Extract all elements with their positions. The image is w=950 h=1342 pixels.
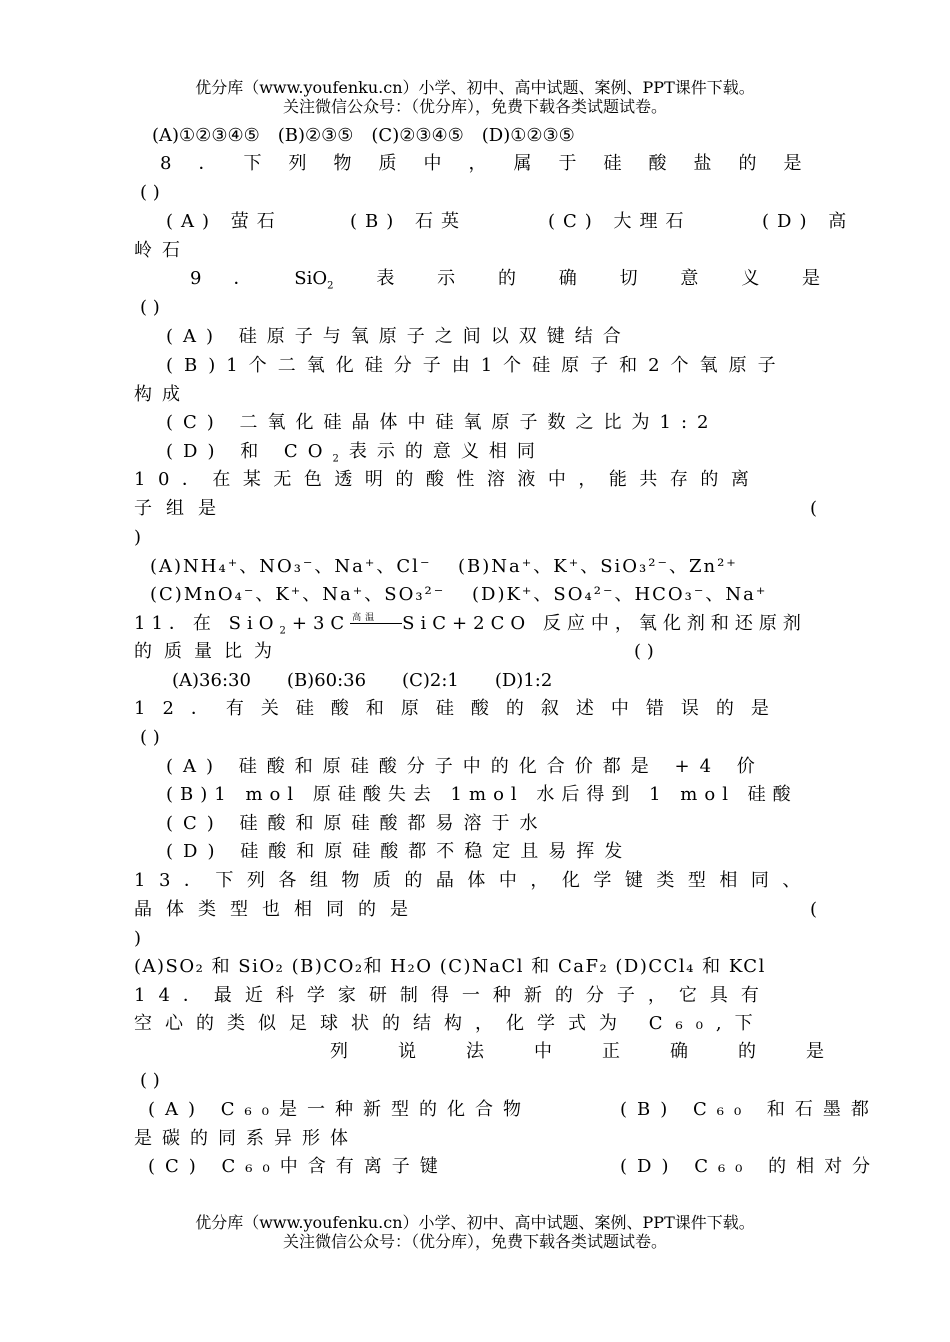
q10-paren-close: ) [134, 527, 142, 548]
q9-char: 切 [619, 268, 638, 289]
q10-option-c: (C)MnO₄⁻、K⁺、Na⁺、SO₃²⁻ [150, 584, 446, 605]
header-line-1: 优分库（www.youfenku.cn）小学、初中、高中试题、案例、PPT课件下载。 [195, 78, 755, 97]
q14-stem: 14．最近科学家研制得一种新的分子，它具有 [134, 985, 772, 1006]
q9-number: 9 ． [190, 268, 252, 289]
reaction-condition: 高温 [352, 613, 379, 623]
q14-option-c: (C) C₆₀中含有离子键 [148, 1156, 448, 1177]
q10-option-d: (D)K⁺、SO₄²⁻、HCO₃⁻、Na⁺ [472, 584, 768, 605]
q10-option-b: (B)Na⁺、K⁺、SiO₃²⁻、Zn²⁺ [458, 556, 738, 577]
q12-paren: ( ) [140, 727, 160, 748]
q9-option-d: (D) 和 $CO_2$表示的意义相同 [166, 441, 545, 465]
q12-option-a: (A) 硅酸和原硅酸分子中的化合价都是 +4 价 [166, 756, 765, 777]
q14-stem-cont-2: 列说法中正确的是 [330, 1041, 874, 1062]
q9-char: 示 [437, 268, 456, 289]
q11-stem-cont: 的质量比为 [134, 641, 284, 662]
footer-line-2: 关注微信公众号：（优分库），免费下载各类试题试卷。 [282, 1232, 667, 1251]
q12-option-c: (C) 硅酸和原硅酸都易溶于水 [166, 813, 548, 834]
q9-paren: ( ) [140, 297, 160, 318]
q8-option-d: (D) 高 [762, 211, 855, 232]
q13-options: (A)SO₂ 和 SiO₂ (B)CO₂和 H₂O (C)NaCl 和 CaF₂ (D)CCl₄ 和 KCl [134, 956, 766, 977]
q14-option-b: (B) C₆₀ 和石墨都 [620, 1099, 879, 1120]
q8-option-b: (B) 石英 [350, 211, 467, 232]
q13-paren-open: ( [810, 899, 818, 920]
q11-stem: 11．在 SiO$_2$+3C 高温 SiC+2CO 反应中，氧化剂和还原剂 [134, 613, 807, 635]
q14-stem-cont-1: 空心的类似足球状的结构，化学式为 C₆₀,下 [134, 1013, 766, 1034]
q12-option-d: (D) 硅酸和原硅酸都不稳定且易挥发 [166, 841, 633, 862]
q8-option-a: (A) 萤石 [166, 211, 283, 232]
q13-stem: 13．下列各组物质的晶体中，化学键类型相同、 [134, 870, 814, 891]
q14-option-b-cont: 是碳的同系异形体 [134, 1128, 358, 1149]
q10-stem: 10．在某无色透明的酸性溶液中，能共存的离 [134, 469, 762, 490]
q7-options: (A)①②③④⑤ (B)②③⑤ (C)②③④⑤ (D)①②③⑤ [152, 125, 575, 146]
q8-option-d-cont: 岭石 [134, 240, 190, 261]
q9-option-b: (B)1个二氧化硅分子由1个硅原子和2个氧原子 [166, 355, 787, 376]
q9-option-a: (A) 硅原子与氧原子之间以双键结合 [166, 326, 631, 347]
q11-options: (A)36:30 (B)60:36 (C)2:1 (D)1:2 [172, 670, 553, 691]
q12-option-b: (B)1 mol 原硅酸失去 1mol 水后得到 1 mol 硅酸 [166, 784, 798, 805]
q8-stem: 8．下列物质中，属于硅酸盐的是 [160, 153, 829, 174]
reaction-arrow [350, 615, 402, 629]
q9-char: 意 [680, 268, 699, 289]
q9-char: 是 [802, 268, 820, 289]
q14-paren: ( ) [140, 1070, 160, 1091]
q9-char: 义 [741, 268, 760, 289]
q11-paren: ( ) [634, 641, 654, 662]
q12-stem: 12．有关硅酸和原硅酸的叙述中错误的是 [134, 698, 786, 719]
q14-option-d: (D) C₆₀ 的相对分 [620, 1156, 881, 1177]
header-line-2: 关注微信公众号：（优分库），免费下载各类试题试卷。 [282, 97, 667, 116]
q9-stem [190, 268, 820, 290]
q13-stem-cont: 晶体类型也相同的是 [134, 899, 422, 920]
q9-char: 确 [558, 268, 577, 289]
footer-line-1: 优分库（www.youfenku.cn）小学、初中、高中试题、案例、PPT课件下载。 [195, 1213, 755, 1232]
q10-paren-open: ( [810, 498, 818, 519]
q10-stem-cont: 子组是 [134, 498, 230, 519]
q9-char: 表 [376, 268, 395, 289]
q9-option-c: (C) 二氧化硅晶体中硅氧原子数之比为1:2 [166, 412, 719, 433]
q9-option-b-cont: 构成 [134, 384, 190, 405]
q8-option-c: (C) 大理石 [548, 211, 692, 232]
q14-option-a: (A) C₆₀是一种新型的化合物 [148, 1099, 531, 1120]
q8-paren: ( ) [140, 182, 160, 203]
q9-char: 的 [497, 268, 516, 289]
q13-paren-close: ) [134, 928, 142, 949]
q10-option-a: (A)NH₄⁺、NO₃⁻、Na⁺、Cl⁻ [150, 556, 432, 577]
q9-formula: SiO$_2$ [294, 268, 334, 292]
